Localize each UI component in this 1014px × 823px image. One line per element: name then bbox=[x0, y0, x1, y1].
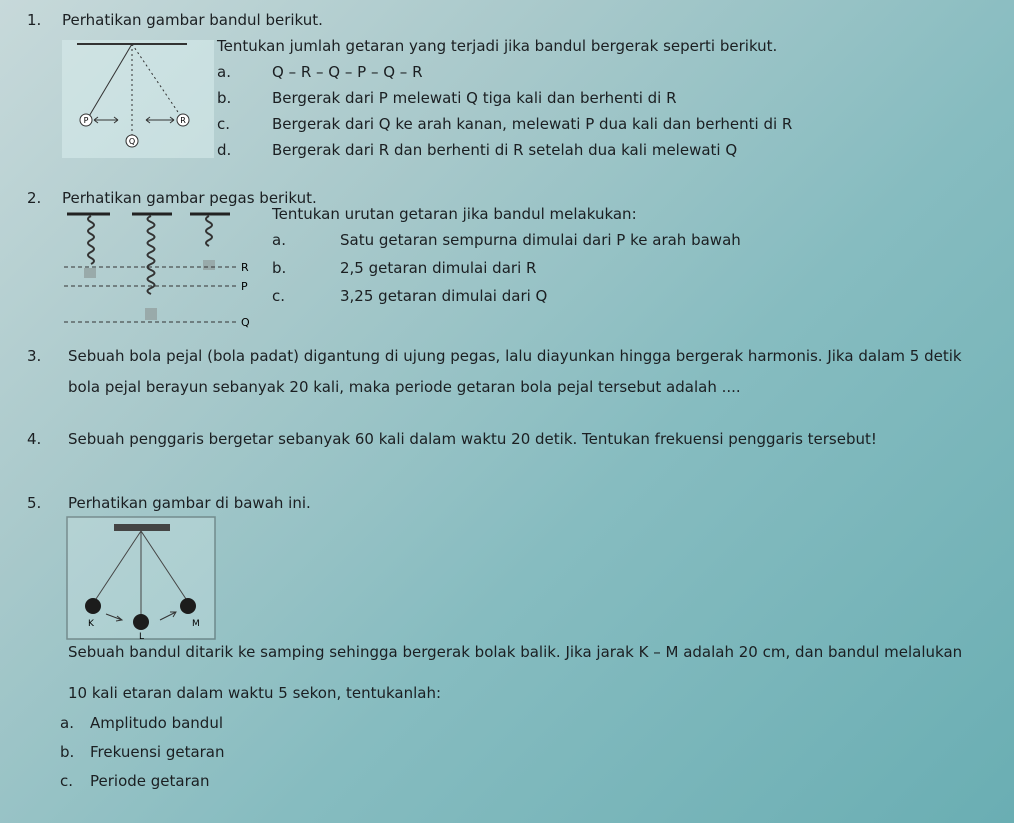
q5-line-2: 10 kali etaran dalam waktu 5 sekon, tentukanlah: bbox=[68, 684, 442, 702]
q4-text: Sebuah penggaris bergetar sebanyak 60 kali dalam waktu 20 detik. Tentukan frekuensi penggaris tersebut! bbox=[68, 430, 877, 448]
q2-item-a-text: Satu getaran sempurna dimulai dari P ke arah bawah bbox=[340, 231, 741, 249]
q2-mass-middle bbox=[145, 308, 157, 320]
q1-label-p: P bbox=[83, 116, 89, 125]
q1-number: 1. bbox=[27, 11, 42, 29]
q1-label-q: Q bbox=[128, 137, 136, 146]
q2-item-c-letter: c. bbox=[272, 287, 286, 305]
q5-bob-m bbox=[180, 598, 196, 614]
q5-item-a-letter: a. bbox=[60, 714, 74, 732]
q4-number: 4. bbox=[27, 430, 42, 448]
q2-mass-right bbox=[203, 260, 215, 270]
q2-spring-figure bbox=[62, 208, 267, 332]
q2-instruction: Tentukan urutan getaran jika bandul melakukan: bbox=[272, 205, 637, 223]
q2-number: 2. bbox=[27, 189, 42, 207]
q1-item-c-letter: c. bbox=[217, 115, 231, 133]
q5-pendulum-figure bbox=[66, 516, 216, 640]
q5-label-l: L bbox=[139, 632, 145, 640]
q5-bob-l bbox=[133, 614, 149, 630]
q2-label-q: Q bbox=[241, 316, 250, 329]
q1-item-b-letter: b. bbox=[217, 89, 232, 107]
q5-item-b-letter: b. bbox=[60, 743, 75, 761]
q1-item-a-text: Q – R – Q – P – Q – R bbox=[272, 63, 423, 81]
q3-line-2: bola pejal berayun sebanyak 20 kali, maka periode getaran bola pejal tersebut adalah .... bbox=[68, 378, 741, 396]
q5-item-c-text: Periode getaran bbox=[90, 772, 210, 790]
q2-item-c-text: 3,25 getaran dimulai dari Q bbox=[340, 287, 548, 305]
q5-item-a-text: Amplitudo bandul bbox=[90, 714, 224, 732]
q1-pendulum-figure bbox=[62, 40, 214, 158]
q5-prompt: Perhatikan gambar di bawah ini. bbox=[68, 494, 311, 512]
q5-item-b-text: Frekuensi getaran bbox=[90, 743, 225, 761]
q1-item-a-letter: a. bbox=[217, 63, 231, 81]
q1-prompt: Perhatikan gambar bandul berikut. bbox=[62, 11, 323, 29]
q1-label-r: R bbox=[180, 116, 186, 125]
q2-item-b-letter: b. bbox=[272, 259, 287, 277]
q3-line-1: Sebuah bola pejal (bola padat) digantung di ujung pegas, lalu diayunkan hingga bergerak harmonis. Jika dalam 5 detik bbox=[68, 347, 962, 365]
q2-label-p: P bbox=[241, 280, 248, 293]
q2-prompt: Perhatikan gambar pegas berikut. bbox=[62, 189, 317, 207]
q2-item-a-letter: a. bbox=[272, 231, 286, 249]
q2-label-r: R bbox=[241, 261, 249, 274]
q5-label-k: K bbox=[88, 619, 94, 629]
q1-instruction: Tentukan jumlah getaran yang terjadi jika bandul bergerak seperti berikut. bbox=[217, 37, 778, 55]
q5-line-1: Sebuah bandul ditarik ke samping sehingga bergerak bolak balik. Jika jarak K – M adalah 20 cm, dan bandul melalukan bbox=[68, 643, 963, 661]
q5-label-m: M bbox=[192, 619, 200, 629]
q5-number: 5. bbox=[27, 494, 42, 512]
q2-item-b-text: 2,5 getaran dimulai dari R bbox=[340, 259, 537, 277]
q5-item-c-letter: c. bbox=[60, 772, 74, 790]
q3-number: 3. bbox=[27, 347, 42, 365]
q1-item-d-text: Bergerak dari R dan berhenti di R setelah dua kali melewati Q bbox=[272, 141, 738, 159]
q1-item-d-letter: d. bbox=[217, 141, 232, 159]
q1-item-b-text: Bergerak dari P melewati Q tiga kali dan berhenti di R bbox=[272, 89, 677, 107]
q2-mass-left bbox=[84, 268, 96, 278]
q1-item-c-text: Bergerak dari Q ke arah kanan, melewati P dua kali dan berhenti di R bbox=[272, 115, 793, 133]
q5-bob-k bbox=[85, 598, 101, 614]
